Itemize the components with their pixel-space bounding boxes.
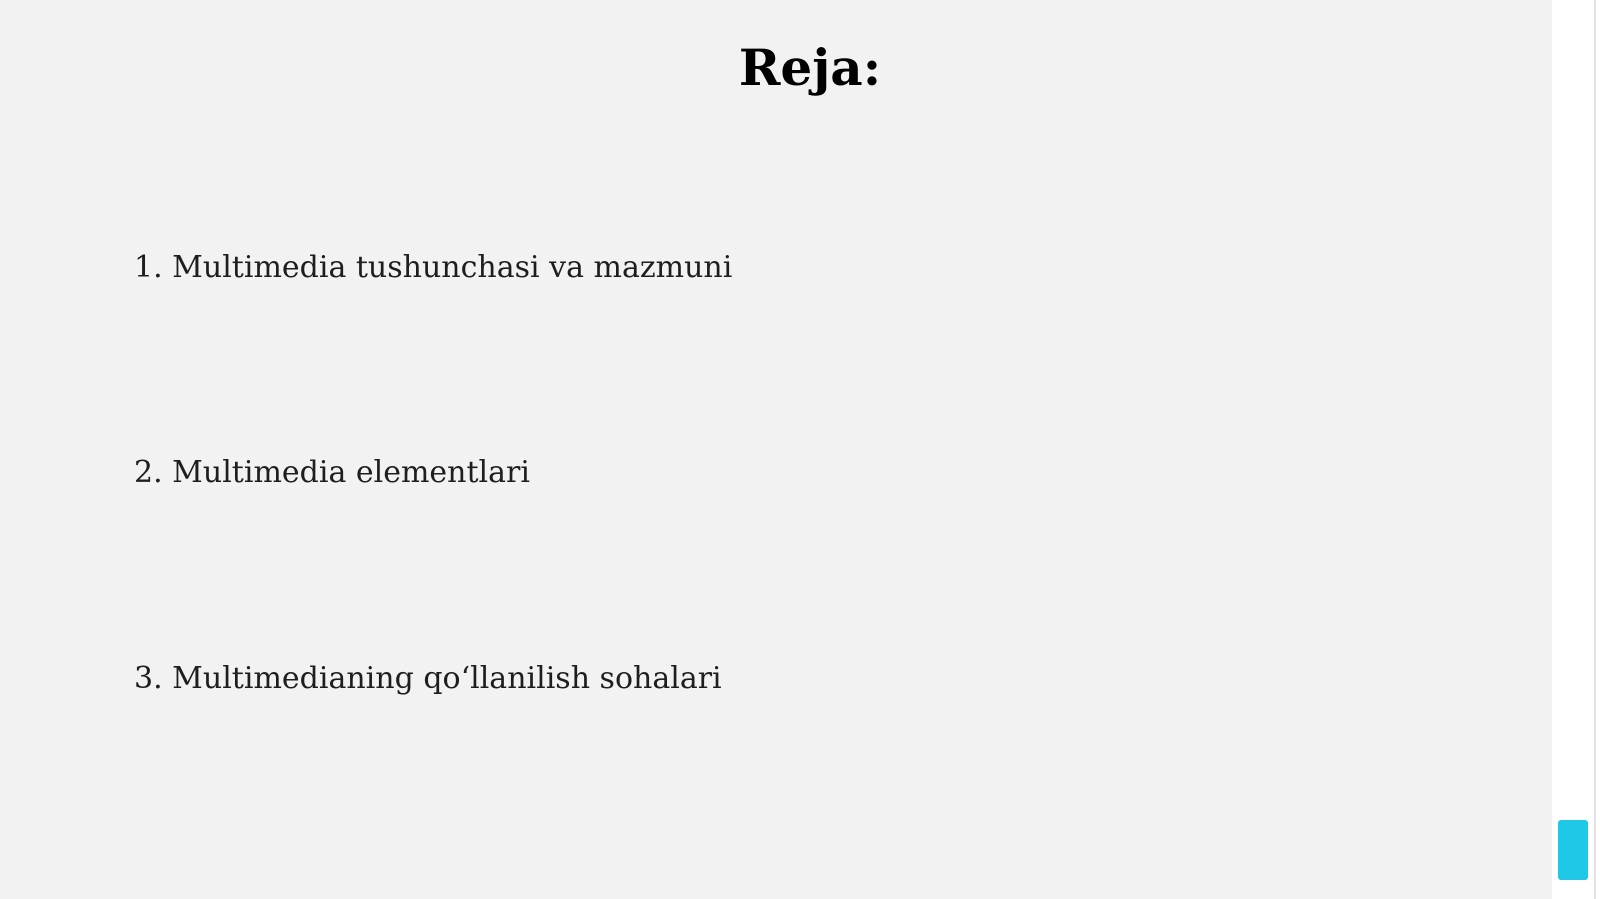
plan-item-2 [134, 455, 530, 491]
page-edge-divider [1594, 0, 1596, 899]
plan-item-number: 2. [134, 455, 163, 490]
plan-item-number: 3. [134, 661, 163, 696]
plan-item-number: 1. [134, 250, 163, 285]
plan-item-3 [134, 661, 722, 697]
side-scroll-tab[interactable] [1558, 820, 1588, 880]
right-margin [1552, 0, 1600, 899]
plan-item-text: Multimedia tushunchasi va mazmuni [172, 250, 733, 285]
plan-item-text: Multimedia elementlari [172, 455, 530, 490]
plan-item-1 [134, 250, 732, 286]
slide-title: Reja: [738, 38, 882, 97]
plan-item-text: Multimedianing qo‘llanilish sohalari [172, 661, 722, 696]
